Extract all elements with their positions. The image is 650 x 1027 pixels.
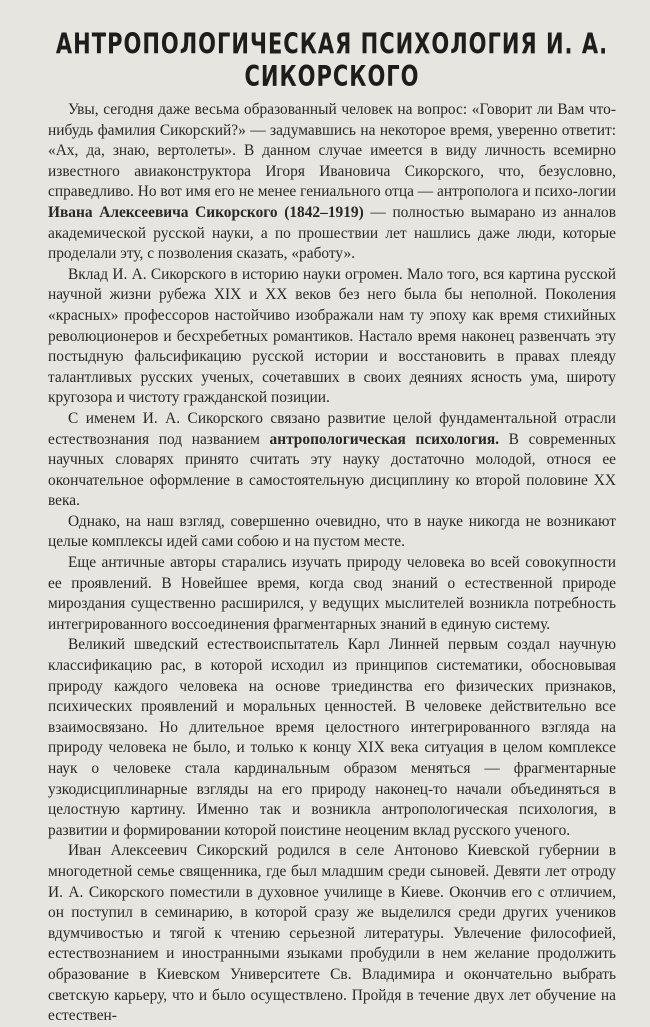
p4-text: Однако, на наш взгляд, совершенно очевидно, что в науке никогда не возникают целые комплексы идей сами собою и на пустом месте. (48, 512, 616, 551)
paragraph-6 (48, 635, 616, 841)
p3-text-a: С именем И. А. Сикорского связано развитие целой фундаментальной отрасли естествознания под названием (48, 409, 616, 448)
p7-text: Иван Алексеевич Сикорский родился в селе Антоново Киевской губернии в многодетной семье священника, где был младшим среди сыновей. Девяти лет отроду И. А. Сикорского поместили в духовное училище в Киеве. Окончив его с отличием, он поступил в семинарию, в которой сразу же выделился среди других учеников вдумчивостью и тягой к чтению серьезной литературы. Увлечение философией, естествознанием и иностранными языками пробудили в нем желание продолжить образование в Киевском Университете Св. Владимира и окончательно выбрать светскую карьеру, что и было осуществлено. Пройдя в течение двух лет обучение на естествен- (48, 842, 616, 1025)
paragraph-3 (48, 409, 616, 512)
page-body (48, 100, 616, 1027)
p1-text-2: — полностью вымарано из анналов академической русской науки, а по прошествии лет нашлись даже люди, которые проделали эту, с позволения сказать, «работу». (48, 203, 616, 263)
p6-text: Великий шведский естествоиспытатель Карл Линней первым создал научную классификацию рас, в которой исходил из принципов систематики, обосновывая природу каждого человека на основе триединства его физических признаков, психических проявлений и моральных ценностей. В человеке действительно все взаимосвязано. Но длительное время целостного интегрированного взгляда на природу человека не было, и только к концу XIX века ситуация в целом комплексе наук о человеке стала кардинальным образом меняться — фрагментарные узкодисциплинарные взгляды на его природу наконец-то начали объединяться в целостную картину. Именно так и возникла антропологическая психология, в развитии и формировании которой поистине неоценим вклад русского ученого. (48, 636, 616, 839)
p1-name-bold: Ивана Алексеевича Сикорского (1842–1919) (48, 203, 364, 221)
p5-text: Еще античные авторы старались изучать природу человека во всей совокупности ее проявлений. В Новейшее время, когда свод знаний о естественной природе мироздания существенно расширился, у ведущих мыслителей возникла потребность интегрированного воссоединения фрагментарных знаний в единую систему. (48, 554, 616, 633)
paragraph-4 (48, 512, 616, 553)
p3-text-b: В современных научных словарях принято считать эту науку достаточно молодой, относя ее окончательное оформление в самостоятельную дисциплину ко второй половине XX века. (48, 430, 616, 510)
paragraph-2 (48, 265, 616, 409)
p3-term-bold: антропологическая психология. (269, 430, 499, 448)
p2-text: Вклад И. А. Сикорского в историю науки огромен. Мало того, вся картина русской научной жизни рубежа XIX и XX веков без него была бы неполной. Поколения «красных» профессоров настойчиво изображали нам ту эпоху как время стихийных революционеров и бесхребетных романтиков. Настало время наконец развенчать эту постыдную фальсификацию русской истории и восстановить в правах плеяду талантливых русских ученых, сочетавших в своих деяниях ясность ума, широту кругозора и чистоту гражданской позиции. (48, 265, 616, 407)
page-title: АНТРОПОЛОГИЧЕСКАЯ ПСИХОЛОГИЯ И. А. СИКОРСКОГО (55, 28, 609, 93)
paragraph-5 (48, 553, 616, 635)
paragraph-1 (48, 100, 616, 265)
p1-text-0: Увы, сегодня даже весьма образованный человек на вопрос: «Говорит ли Вам что-нибудь фамилия Сикорский?» — задумавшись на некоторое время, уверенно ответит: «Ах, да, знаю, вертолеты». В данном случае имеется в виду личность всемирно известного авиаконструктора Игоря Ивановича Сикорского, что, безусловно, справедливо. Но вот имя его не менее гениального отца — антрополога и психо-логии (48, 101, 616, 201)
paragraph-7 (48, 841, 616, 1026)
